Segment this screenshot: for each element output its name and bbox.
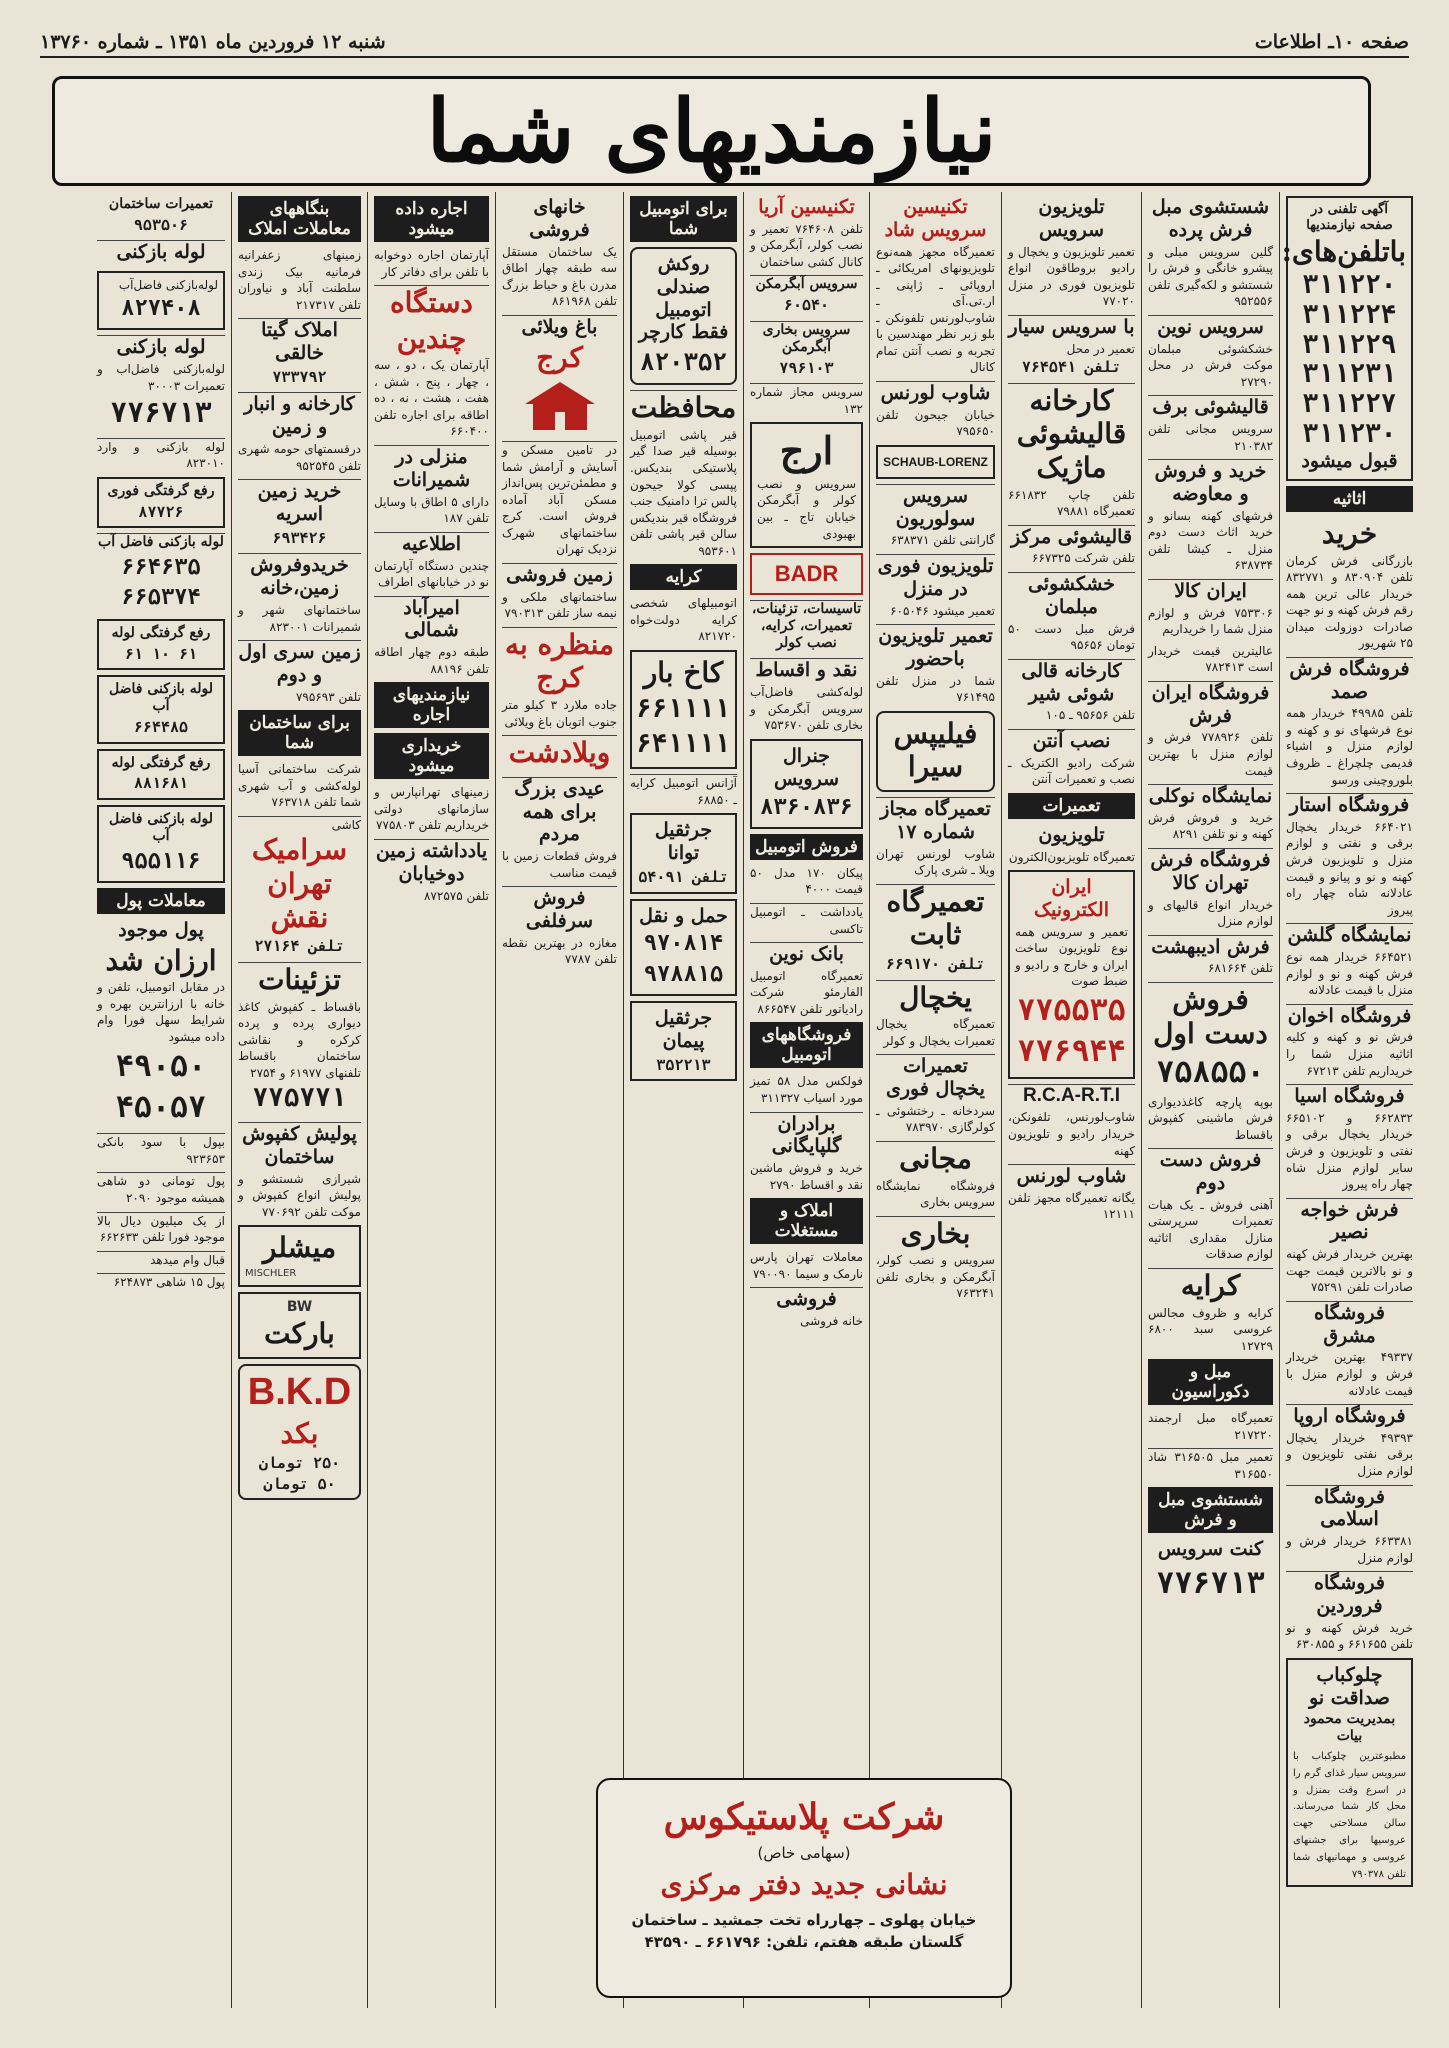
classified-ad: تعمیر تلویزیون باحضور شما در منزل تلفن ۷۶۱۴۹۵ — [876, 625, 995, 705]
section-header: بنگاههای معاملات املاک — [238, 196, 361, 242]
classified-ad: مجانی فروشگاه نمایشگاه سرویس بخاری — [876, 1141, 995, 1210]
classified-ad: تعمیرات یخچال فوری سردخانه ـ رختشوئی ـ کولرگازی ۷۸۳۹۷۰ — [876, 1055, 995, 1135]
classified-ad: نمایشگاه گلشن ۶۶۴۵۲۱ خریدار همه نوع فرش کهنه و نو و لوازم منزل با قیمت عادلانه — [1286, 924, 1413, 998]
classified-ad: فروشگاه استار ۶۶۴۰۲۱ خریدار یخچال برقی و نفتی و لوازم منزل و تلویزیون فرش کهنه و نو و پیانو و قیمت عادلانه شاه چهار راه پیروز — [1286, 794, 1413, 917]
classified-ad: فروشگاه اروپا ۴۹۳۹۳ خریدار یخچال برقی نفتی تلویزیون و لوازم منزل — [1286, 1405, 1413, 1478]
classified-ad: فرش خواجه نصیر بهترین خریدار فرش کهنه و نو بالاترین قیمت جهت صادرات تلفن ۷۵۲۹۱ — [1286, 1198, 1413, 1295]
classified-ad: فرش ادیبهشت تلفن ۶۸۱۶۶۴ — [1148, 935, 1273, 977]
classified-ad: لوله بازکنی فاضل آب ۶۶۴۴۸۵ — [97, 675, 225, 743]
phone-ad-box — [1281, 196, 1413, 481]
section-header: برای اتومبیل شما — [630, 196, 737, 242]
classified-ad: رفع گرفتگی لوله ۶۱ ۱۰ ۶۱ — [97, 619, 225, 670]
classified-ad: پولیش کفپوش ساختمان شیرازی شستشو و پولیش انواع کفپوش و موکت تلفن ۷۷۰۶۹۲ — [238, 1123, 361, 1219]
mischler-ad: میشلر MISCHLER — [238, 1225, 361, 1286]
classified-ad: برادران گلپایگانی خرید و فروش ماشین نقد و اقساط ۲۷۹۰ — [750, 1112, 863, 1192]
phone-number: ۳۱۱۲۲۰ — [1302, 269, 1397, 300]
running-header — [40, 28, 1409, 58]
phone-ad-intro: آگهی تلفنی در صفحه نیازمندیها — [1306, 202, 1393, 233]
classified-ad: آژانس اتومبیل کرایه ـ ۶۸۸۵۰ — [630, 776, 737, 807]
classified-ad: تعمیرگاه مبل ارجمند ۲۱۷۲۲۰ — [1148, 1411, 1273, 1442]
column-7 — [495, 192, 623, 2008]
classified-ad: فولکس مدل ۵۸ تمیز مورد اسیاب ۳۱۱۳۲۷ — [750, 1074, 864, 1106]
classified-ad: فروشگاه فرش صمد تلفن ۴۹۹۸۵ خریدار همه نوع فرشهای نو و کهنه و لوازم منزل و اشیاء قدیمی چلچراغ ـ ظروف بلوروچینی ورسو — [1286, 657, 1413, 787]
column-1 — [1279, 192, 1419, 2008]
classified-ad: فروش دست اول ۷۵۸۵۵۰ بوپه پارچه کاغذدیواری فرش ماشینی کفپوش باقساط — [1148, 983, 1273, 1142]
classified-ad: تلویزیون تعمیرگاه تلویزیون‌الکترون — [1008, 823, 1135, 864]
phone-number: ۳۱۱۲۲۷ — [1302, 389, 1397, 420]
ad-columns — [30, 192, 1419, 2008]
section-header: اجاره داده میشود — [374, 196, 489, 242]
bkd-ad: B.K.D بکد ۲۵۰ تومان ۵۰ تومان — [238, 1364, 361, 1501]
masthead — [52, 76, 1371, 186]
classified-ad: با سرویس سیار تعمیر در محل تلفن ۷۶۴۵۴۱ — [1008, 315, 1135, 377]
classified-ad: فروشگاه اخوان فرش نو و کهنه و کلیه اثاثیه منزل شما را خریداریم تلفن ۶۷۲۱۳ — [1286, 1004, 1413, 1078]
classified-ad: جنرال سرویس ۸۳۶۰۸۳۶ — [750, 739, 863, 829]
classified-ad: دستگاه چندین آپارتمان یک ، دو ، سه ، چهار ، پنج ، شش ، هفت ، هشت ، نه ، ده اطاقه برای اجاره تلفن ۶۶۰۴۰۰ — [374, 286, 489, 439]
classified-ad: منزلی در شمیرانات دارای ۵ اطاق با وسایل تلفن ۱۸۷ — [374, 446, 489, 526]
section-header: تعمیرات — [1008, 793, 1135, 819]
classified-ad: نصب آنتن شرکت رادیو الکتریک ـ نصب و تعمیرات آنتن — [1008, 729, 1135, 787]
classified-ad: نمایشگاه نوکلی خرید و فروش فرش کهنه و نو تلفن ۸۲۹۱ — [1148, 785, 1273, 842]
classified-ad: تزئینات باقساط ـ کفپوش کاغذ دیواری پرده و پرده کرکره و نقاشی ساختمان باقساط تلفنهای ۶۱۹۷۷ و ۲۷۵۴ ۷۷۵۷۷۱ — [238, 962, 361, 1117]
banner-company-type: (سهامی خاص) — [757, 1844, 851, 1862]
classified-ad: تلویزیون فوری در منزل تعمیر میشود ۶۰۵۰۴۶ — [877, 555, 995, 618]
classified-ad: تعمیرگاه مجاز شماره ۱۷ شاوب لورنس تهران ویلا ـ شری پارک — [876, 798, 995, 878]
classified-ad: قالیشوئی مرکز تلفن شرکت ۶۶۷۳۲۵ — [1008, 525, 1135, 567]
section-header: شستشوی مبل و فرش — [1148, 1487, 1273, 1533]
classified-ad: بپول با سود بانکی ۹۲۳۶۵۳ — [97, 1135, 225, 1166]
classified-ad: شاوب لورنس یگانه تعمیرگاه مجهز تلفن ۱۲۱۱۱ — [1008, 1165, 1135, 1222]
classified-ad: پول تومانی دو شاهی همیشه موجود ۲۰۹۰ — [97, 1174, 225, 1205]
classified-ad: فروش دست دوم آهنی فروش ـ یک هیات تعمیرات سرپرستی منازل مقداری اثاثیه لوازم صدقات — [1148, 1149, 1273, 1262]
classified-ad: فروشگاه فروردین خرید فرش کهنه و نو تلفن ۶۶۱۶۵۵ و ۶۳۰۸۵۵ — [1286, 1572, 1413, 1652]
classified-ad: سرویس مجاز شماره ۱۳۲ — [750, 385, 863, 416]
classified-ad: کاخ بار ۶۶۱۱۱۱ ۶۴۱۱۱۱ — [630, 650, 737, 769]
classified-ad: شرکت ساختمانی آسیا لوله‌کشی و آب شهری شما تلفن ۷۶۳۷۱۸ — [238, 762, 361, 810]
classified-ad: تلویزیون سرویس تعمیر تلویزیون و یخچال و رادیو بروطاقون انواع تلویزیون فوری در منزل ۷۷۰۲۰ — [1008, 196, 1135, 309]
classified-ad: منظره به کرج جاده ملارد ۳ کیلو متر جنوب اتوبان باغ ویلائی — [502, 627, 617, 729]
classified-ad: فروشگاه اسلامی ۶۶۳۳۸۱ خریدار فرش و لوازم منزل — [1286, 1485, 1413, 1565]
section-header: مبل و دکوراسیون — [1148, 1359, 1273, 1405]
classified-ad: قالیشوئی برف سرویس مجانی تلفن ۲۱۰۳۸۲ — [1148, 396, 1273, 453]
classified-ad: اتومبیلهای شخصی کرایه دولت‌خواه ۸۲۱۷۲۰ — [630, 596, 737, 644]
phone-number: ۳۱۱۲۳۱ — [1302, 359, 1397, 390]
classified-ad: خشکشوئی مبلمان فرش مبل دست ۵۰ تومان ۹۵۶۵۶ — [1008, 573, 1135, 653]
classified-ad: لوله بازکنی فاضل آب ۶۶۴۶۳۵ ۶۶۵۳۷۴ — [97, 533, 225, 614]
classified-ad: پول موجود ارزان شد در مقابل اتومبیل، تلفن و خانه با ارزانترین بهره و شرایط سهل فورا وام داده میشود ۴۹۰۵۰ ۴۵۰۵۷ — [97, 919, 225, 1125]
classified-ad: فروشگاه اسیا ۶۶۲۸۳۲ و ۶۶۵۱۰۲ خریدار یخچال برقی و نفتی و تلویزیون و فرش سایر لوازم منزل شاه چهار راه پیروز — [1286, 1085, 1413, 1192]
classified-ad: تکنیسین آریا تلفن ۷۶۴۶۰۸ تعمیر و نصب کولر، آبگرمکن و کانال کشی ساختمان — [750, 196, 863, 269]
classified-ad: فروشگاه مشرق ۴۹۳۳۷ بهترین خریدار فرش و لوازم منزل با قیمت عادلانه — [1286, 1301, 1413, 1398]
section-header: خریداری میشود — [374, 733, 489, 779]
column-3 — [1001, 192, 1141, 2008]
classified-ad: کارخانه قالیشوئی ماژیک تلفن چاپ ۶۶۱۸۳۲ تعمیرگاه ۷۹۸۸۱ — [1008, 383, 1135, 519]
banner-headline: نشانی جدید دفتر مرکزی — [660, 1868, 948, 1901]
classified-ad: تاسیسات، تزئینات، تعمیرات، کرایه، نصب کولر — [750, 600, 863, 653]
classified-ad: پول ۱۵ شاهی ۶۲۴۸۷۳ — [97, 1273, 225, 1291]
classified-ad: در تامین مسکن و آسایش و آرامش شما و مطمئن‌ترین پس‌انداز مسکن آباد آماده فروش است. کرج ساختمانهای شهرک نزدیک تهران — [502, 443, 617, 557]
column-9 — [231, 192, 367, 2008]
classified-ad: از یک میلیون دیال بالا موجود فورا تلفن ۶۶۲۶۳۳ — [97, 1213, 225, 1245]
classified-ad: آپارتمان اجاره دوخوابه با تلفن برای دفاتر کار — [374, 248, 489, 279]
classified-ad: کرایه کرایه و ظروف مجالس عروسی سبد ۶۸۰۰ ۱۲۷۲۹ — [1148, 1269, 1273, 1353]
classified-ad: سرویس نوین خشکشوئی مبلمان موکت فرش در محل ۲۷۲۹۰ — [1148, 315, 1273, 389]
classified-ad: R.C.A-R.T.I شاوب‌لورنس، تلفونکن، خریدار رادیو و تلویزیون کهنه — [1008, 1084, 1135, 1158]
house-icon — [515, 378, 605, 432]
classified-ad: لوله‌بازکنی فاضل‌آب ۸۲۷۴۰۸ — [97, 271, 225, 330]
classified-ad: بخاری سرویس و نصب کولر، آبگرمکن و بخاری تلفن ۷۶۳۲۴۱ — [876, 1216, 995, 1301]
classified-ad: ارج سرویس و نصب کولر و آبگرمکن خیابان تاج ـ بین بهبودی — [750, 422, 863, 548]
classified-ad: زمین سری اول و دوم تلفن ۷۹۵۶۹۳ — [238, 641, 361, 704]
classified-ad: خانهای فروشی یک ساختمان مستقل سه طبقه چهار اطاق مدرن باغ و حیاط بزرگ تلفن ۸۶۱۹۶۸ — [502, 196, 617, 309]
badr-logo: BADR — [750, 553, 863, 595]
classified-ad: کنت سرویس ۷۷۶۷۱۳ — [1156, 1538, 1265, 1602]
section-header: برای ساختمان شما — [238, 710, 361, 756]
classified-ad: امیرآباد شمالی طبقه دوم چهار اطاقه تلفن ۸۸۱۹۶ — [374, 596, 489, 676]
classified-ad: املاک گیتا خالقی ۷۳۳۷۹۲ — [238, 318, 361, 387]
banner-company: شرکت پلاستیکوس — [663, 1796, 945, 1838]
classified-ad: ایران الکترونیک تعمیر و سرویس همه نوع تلویزیون ساخت ایران و خارج و رادیو و ضبط صوت ۷۷۵۵۳۵ ۷۷۶۹۴۴ — [1008, 870, 1135, 1079]
phone-number: ۳۱۱۲۲۹ — [1302, 329, 1397, 360]
phone-ad-label: باتلفن‌های: — [1281, 235, 1406, 269]
classified-ad: سرویس بخاری آبگرمکن ۷۹۶۱۰۳ — [750, 321, 863, 378]
classified-ad: لوله بازکنی لوله‌بازکنی فاضل‌اب و تعمیرات ۳۰۰۰۳ ۷۷۶۷۱۳ — [97, 335, 225, 433]
schaub-lorenz-logo: SCHAUB-LORENZ — [876, 445, 995, 479]
section-header: معاملات پول — [97, 888, 225, 914]
classified-ad: شستشوی مبل فرش پرده گلین سرویس مبلی و پیشرو خانگی و فرش را شستشو و لکه‌گیری تلفن ۹۵۲۵۵۶ — [1148, 196, 1273, 309]
classified-ad: یادداشت ـ اتومبیل تاکسی — [750, 904, 863, 936]
classified-ad: خریدوفروش زمین،خانه ساختمانهای شهر و شمیرانات ۸۲۳۰۰۱ — [238, 554, 361, 634]
classified-ad: ویلادشت — [502, 735, 617, 772]
issue-date: شنبه ۱۲ فروردین ماه ۱۳۵۱ ـ شماره ۱۳۷۶۰ — [40, 31, 386, 53]
classified-ad: یخچال تعمیرگاه یخچال تعمیرات یخچال و کولر — [876, 980, 995, 1048]
phone-number: ۳۱۱۲۳۰ — [1302, 419, 1397, 450]
classified-ad: سرویس سولوریون گارانتی تلفن ۶۳۸۳۷۱ — [876, 484, 995, 549]
classified-ad: حمل و نقل ۹۷۰۸۱۴ ۹۷۸۸۱۵ — [630, 899, 737, 997]
classified-ad: خرید و فروش و معاوضه فرشهای کهنه بسانو و خرید اثاث دست دوم منزل ـ کیشا تلفن ۶۳۸۷۳۴ — [1148, 460, 1273, 573]
classified-ad: کارخانه قالی شوئی شیر تلفن ۹۵۶۵۶ ـ ۱۰۵ — [1008, 659, 1135, 724]
classified-ad: اطلاعیه چندین دستگاه آپارتمان نو در خیابانهای اطراف — [374, 532, 489, 590]
page-number: صفحه ۱۰ـ اطلاعات — [1254, 31, 1409, 53]
classified-ad: عالیترین قیمت خریدار است ۷۸۲۴۱۳ — [1148, 643, 1273, 675]
barket-ad: BW بارکت — [238, 1292, 361, 1359]
classified-ad: سرویس آبگرمکن ۶۰۵۴۰ — [750, 275, 863, 315]
classified-ad: تعمیرگاه ثابت تلفن ۶۶۹۱۷۰ — [876, 884, 995, 975]
plasticos-banner — [596, 1778, 1012, 1998]
classified-ad: عیدی بزرگ برای همه مردم فروش قطعات زمین با قیمت مناسب — [502, 777, 617, 880]
classified-ad: نقد و اقساط لوله‌کشی فاضل‌آب سرویس آبگرمکن و بخاری تلفن ۷۵۳۶۷۰ — [750, 659, 863, 733]
section-header: فروش اتومبیل — [750, 834, 863, 860]
classified-ad: قبال وام میدهد — [97, 1251, 225, 1269]
section-header: املاک و مستغلات — [750, 1198, 863, 1244]
classified-ad: جرثقیل پیمان ۳۵۲۲۱۳ — [630, 1001, 737, 1081]
classified-ad: بانک نوین تعمیرگاه اتومبیل الفارمئو شرکت رادیاتور تلفن ۸۶۶۵۴۷ — [750, 943, 863, 1016]
classified-ad: رفع گرفتگی لوله ۸۸۱۶۸۱ — [97, 749, 225, 800]
classified-ad: یادداشته زمین دوخیابان تلفن ۸۷۲۵۷۵ — [375, 839, 489, 903]
classified-ad: رفع گرفتگی فوری ۸۷۷۲۶ — [97, 477, 225, 528]
classified-ad: روکش صندلی اتومبیل فقط کارچر ۸۲۰۳۵۲ — [630, 247, 737, 385]
section-header: نیازمندیهای اجاره — [374, 682, 489, 728]
classified-ad: زمین فروشی ساختمانهای ملکی و نیمه ساز تلفن ۷۹۰۳۱۳ — [502, 564, 617, 621]
classified-ad: زمینهای زعفرانیه فرمانیه بیک زندی سلطنت آباد و نیاوران تلفن ۲۱۷۳۱۷ — [238, 248, 361, 312]
classified-ad: لوله بازکنی — [97, 240, 225, 266]
classified-ad: فروشی خانه فروشی — [750, 1287, 863, 1329]
classified-ad: پیکان ۱۷۰ مدل ۵۰ قیمت ۴۰۰۰ — [750, 865, 864, 897]
column-8 — [367, 192, 495, 2008]
classified-ad: کاشی سرامیک تهران نقش تلفن ۲۷۱۶۴ — [238, 816, 361, 957]
column-5 — [743, 192, 869, 2008]
classified-ad: خرید بازرگانی فرش کرمان تلفن ۸۳۰۹۰۴ و ۸۳۲۷۷۱ خریدار عالی ترین همه رقم فرش کهنه و نو جهت صادرات دوزولت میدان ۲۵ شهریور — [1286, 516, 1413, 651]
section-header: اثاثیه — [1286, 486, 1413, 512]
phone-number: ۳۱۱۲۲۴ — [1302, 299, 1397, 330]
classified-ad: ایران کالا ۷۵۳۳۰۶ فرش و لوازم منزل شما را خریداریم — [1148, 579, 1273, 637]
classified-ad: لوله بازکنی فاضل آب ۹۵۵۱۱۶ — [97, 805, 225, 883]
section-header: کرایه — [630, 564, 737, 590]
classified-ad: فروشگاه ایران فرش تلفن ۷۷۸۹۲۶ فرش و لوازم منزل با بهترین قیمت — [1148, 681, 1273, 778]
classified-ad: محافظت قیر پاشی اتومبیل بوسیله قیر صدا گیر پلاستیکی بندیکس. پپسی کولا جیحون پالس ترا دامنیک جنب فروشگاه قیر بندیکس سالن قیر پاشی تلفن ۹۵۳۶۰۱ — [630, 391, 737, 558]
classified-ad: معاملات تهران پارس نارمک و سیما ۷۹۰۰۹۰ — [750, 1250, 863, 1281]
banner-phone: گلستان طبقه هفتم، تلفن: ۶۶۱۷۹۶ ـ ۴۳۵۹۰ — [644, 1933, 964, 1951]
classified-ad: خرید زمین اسریه ۶۹۳۴۲۶ — [238, 479, 361, 548]
section-header: فروشگاههای اتومبیل — [750, 1022, 863, 1068]
phone-ad-accept: قبول میشود — [1301, 450, 1398, 473]
classified-ad: باغ ویلائی کرج — [502, 315, 617, 436]
classified-ad: کارخانه و انبار و زمین درقسمتهای حومه شهری تلفن ۹۵۲۵۴۵ — [238, 393, 361, 473]
classified-ad: لوله بازکنی و وارد ۸۲۳۰۱۰ — [97, 439, 225, 471]
column-2 — [1141, 192, 1279, 2008]
column-10 — [91, 192, 231, 2008]
section-title: نیازمندیهای شما — [426, 80, 997, 182]
classified-ad: شاوب لورنس خیابان جیحون تلفن ۷۹۵۶۵۰ — [876, 381, 995, 439]
column-6 — [623, 192, 743, 2008]
classified-ad: تعمیرات ساختمان ۹۵۳۵۰۶ — [108, 196, 214, 234]
classified-ad: تکنیسین سرویس شاد تعمیرگاه مجهز همه‌نوع تلویزیونهای امریکائی ـ اروپائی ـ ژاپنی ـ ار.تی.آی ـ شاوب‌لورنس تلفونکن ـ بلو زبر نظر مهندسین با تجربه و نصب آنتن تمام کانال — [876, 196, 995, 375]
classified-ad: زمینهای تهرانپارس و سازمانهای دولتی خریداریم تلفن ۷۷۵۸۰۳ — [374, 785, 489, 833]
philips-ad: فیلیپس سیرا — [876, 711, 995, 792]
classified-ad: جرثقیل توانا تلفن ۵۴۰۹۱ — [630, 813, 737, 893]
classified-ad: فروشگاه فرش تهران کالا خریدار انواع قالیهای و لوازم منزل — [1148, 849, 1273, 929]
column-4 — [869, 192, 1001, 2008]
classified-ad: چلوکباب صداقت نو بمدیریت محمود بیات مطبوعترین چلوکباب با سرویس سیار غذای گرم را در اسرع وقت بمنزل و محل کار شما می‌رساند. سالن مسلاحتی جهت عروسیها برای جشنهای عروسی و مهمانیهای شما تلفن ۷۹۰۳۷۸ — [1286, 1658, 1413, 1888]
classified-ad: تعمیر مبل ۳۱۶۵۰۵ شاد ۳۱۶۵۵۰ — [1148, 1450, 1273, 1481]
banner-address: خیابان پهلوی ـ چهارراه تخت جمشید ـ ساختمان — [631, 1911, 977, 1929]
classified-ad: فروش سرفلفی مغازه در بهترین نقطه تلفن ۷۷۸۷ — [502, 887, 617, 967]
